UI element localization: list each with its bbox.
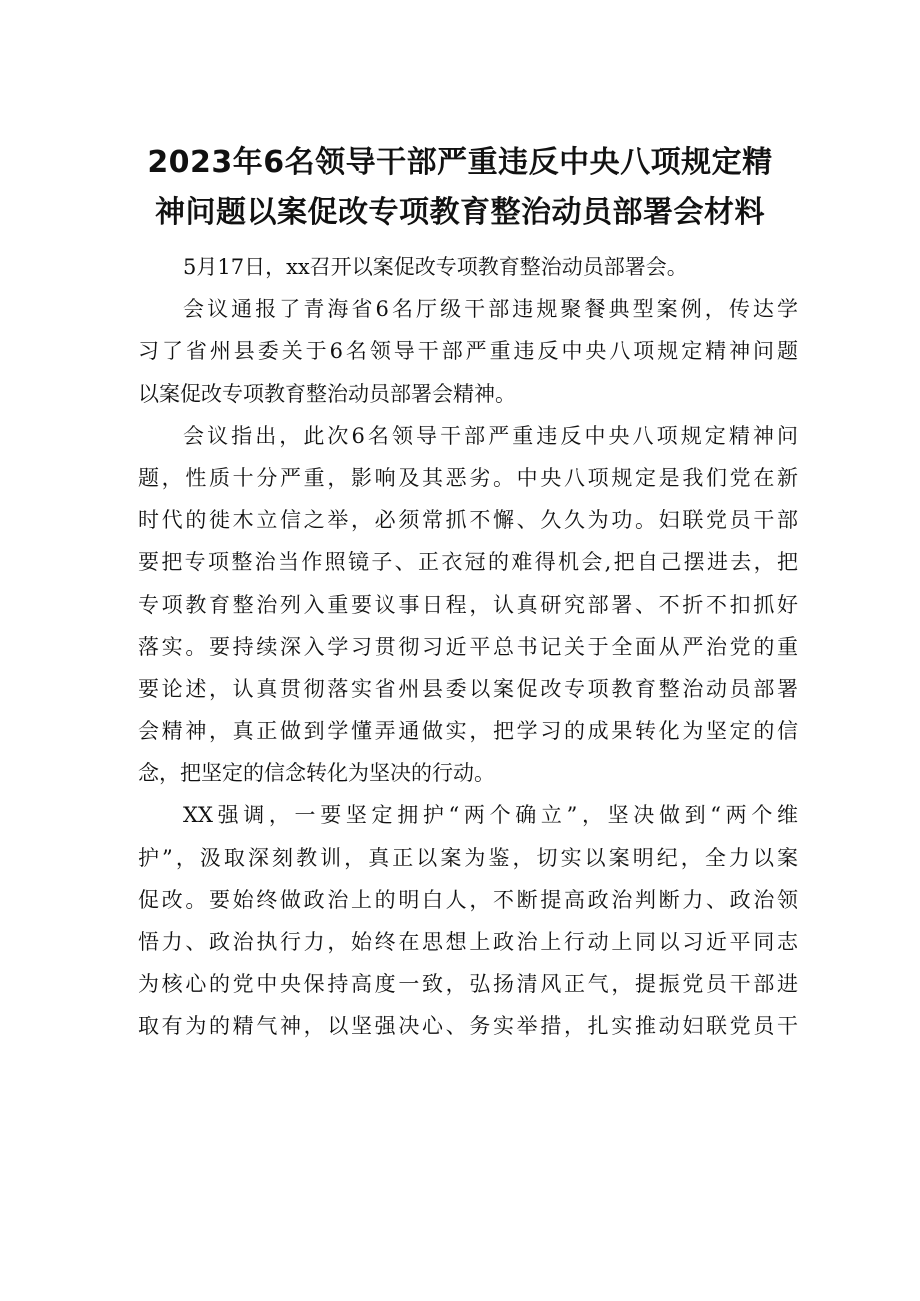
title-line-2: 神问题以案促改专项教育整治动员部署会材料 — [155, 195, 765, 230]
paragraph-line: 落实。要持续深入学习贯彻习近平总书记关于全面从严治党的重 — [138, 634, 798, 659]
paragraph-line: 护”，汲取深刻教训，真正以案为鉴，切实以案明纪，全力以案 — [138, 845, 798, 870]
paragraph-line: 会议通报了青海省6名厅级干部违规聚餐典型案例，传达学 — [183, 297, 798, 322]
paragraph-line: 题，性质十分严重，影响及其恶劣。中央八项规定是我们党在新 — [138, 465, 798, 490]
paragraph-line: 会议指出，此次6名领导干部严重违反中央八项规定精神问 — [183, 423, 798, 448]
paragraph-line: 为核心的党中央保持高度一致，弘扬清风正气，提振党员干部进 — [138, 972, 798, 997]
title-line-1: 2023年6名领导干部严重违反中央八项规定精 — [147, 145, 773, 180]
paragraph-3 — [138, 415, 798, 795]
paragraph-line: 要论述，认真贯彻落实省州县委以案促改专项教育整治动员部署 — [138, 676, 798, 701]
paragraph-line: 取有为的精气神，以坚强决心、务实举措，扎实推动妇联党员干 — [138, 1014, 798, 1039]
paragraph-line: 以案促改专项教育整治动员部署会精神。 — [138, 381, 516, 406]
paragraph-line: 会精神，真正做到学懂弄通做实，把学习的成果转化为坚定的信 — [138, 719, 798, 744]
paragraph-line: 专项教育整治列入重要议事日程，认真研究部署、不折不扣抓好 — [138, 592, 798, 617]
paragraph-1 — [138, 246, 798, 288]
paragraph-line: 时代的徙木立信之举，必须常抓不懈、久久为功。妇联党员干部 — [138, 508, 798, 533]
document-title — [110, 138, 810, 238]
document-body — [138, 246, 798, 1048]
paragraph-4 — [138, 794, 798, 1047]
paragraph-line: 念，把坚定的信念转化为坚决的行动。 — [138, 761, 495, 786]
paragraph-line: 悟力、政治执行力，始终在思想上政治上行动上同以习近平同志 — [138, 930, 798, 954]
paragraph-line: 5月17日，xx召开以案促改专项教育整治动员部署会。 — [183, 255, 688, 279]
paragraph-2 — [138, 288, 798, 415]
paragraph-line: 习了省州县委关于6名领导干部严重违反中央八项规定精神问题 — [138, 339, 798, 364]
paragraph-line: 促改。要始终做政治上的明白人，不断提高政治判断力、政治领 — [138, 887, 798, 912]
paragraph-line: XX强调，一要坚定拥护“两个确立”，坚决做到“两个维 — [183, 803, 798, 828]
paragraph-line: 要把专项整治当作照镜子、正衣冠的难得机会,把自己摆进去，把 — [138, 550, 798, 575]
